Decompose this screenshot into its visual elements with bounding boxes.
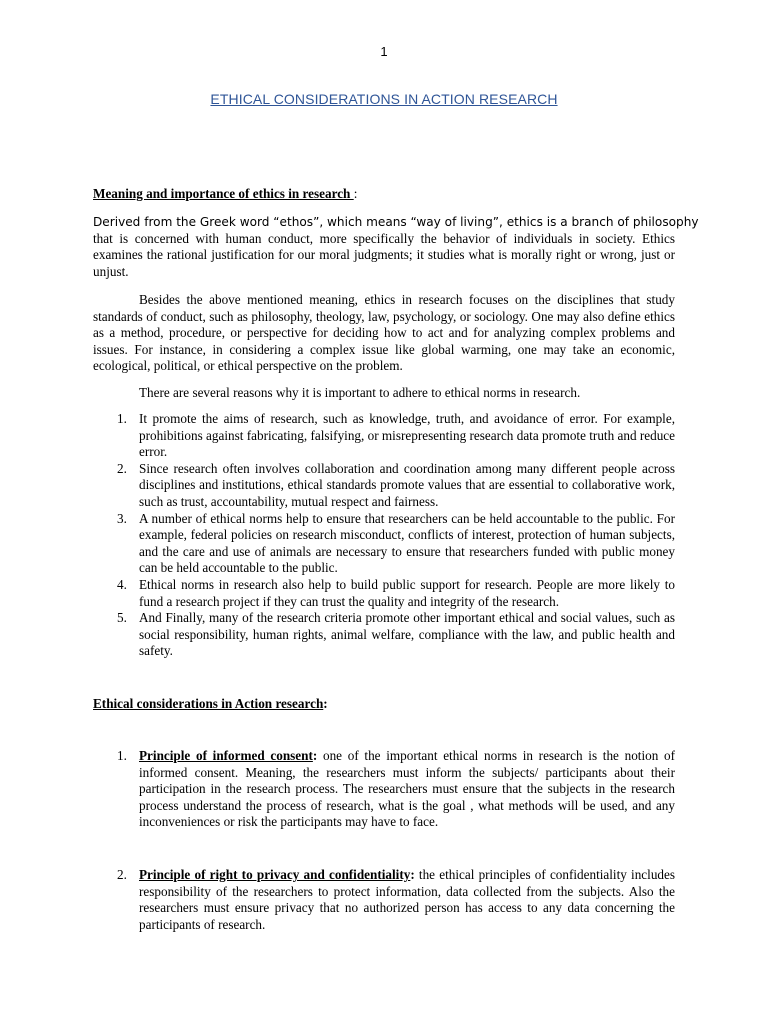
meaning-paragraph <box>93 292 675 375</box>
list-number: 2. <box>117 867 127 882</box>
list-item-text: A number of ethical norms help to ensure that researchers can be held accountable to the public. For example, federal policies on research misconduct, conflicts of interest, protection of human subjects, and the care and use of animals are necessary to ensure that researchers funded with public money can be held accountable to the public. <box>139 510 675 576</box>
principle-colon: : <box>410 867 415 882</box>
list-item <box>117 867 675 933</box>
list-number: 1. <box>117 748 127 763</box>
list-number: 5. <box>117 610 127 626</box>
section-heading-text: Meaning and importance of ethics in research <box>93 186 354 201</box>
intro-continuation: that is concerned with human conduct, more specifically the behavior of individuals in society. Ethics examines the rational justification for our moral judgments; it studies what is morally right or wrong, just or unjust. <box>93 230 675 279</box>
document-title: ETHICAL CONSIDERATIONS IN ACTION RESEARCH <box>210 91 558 107</box>
list-item-text: And Finally, many of the research criteria promote other important ethical and social values, such as social responsibility, human rights, animal welfare, compliance with the law, and public health and safety. <box>139 610 675 659</box>
list-item-text: It promote the aims of research, such as knowledge, truth, and avoidance of error. For example, prohibitions against fabricating, falsifying, or misrepresenting research data promote truth and reduce error. <box>139 411 675 460</box>
intro-paragraph <box>93 214 699 280</box>
principle-text: one of the important ethical norms in research is the notion of informed consent. Meaning, the researchers must inform the subjects/ participants about their participation in the research process. The researchers must ensure that the subjects in the research process understand the process of research, what is the goal , what methods will be used, and any inconveniences or risk the participants may have to face. <box>139 748 675 830</box>
meaning-paragraph-text: Besides the above mentioned meaning, ethics in research focuses on the disciplines that study standards of conduct, such as philosophy, theology, law, psychology, or sociology. One may also define ethics as a method, procedure, or perspective for deciding how to act and for analyzing complex problems and issues. For instance, in considering a complex issue like global warming, one may take an economic, ecological, political, or ethical perspective on the problem. <box>93 292 675 374</box>
section-heading-colon: : <box>323 696 328 711</box>
list-item <box>117 461 675 511</box>
section-heading-action-research <box>93 696 328 712</box>
principle-label: Principle of informed consent <box>139 748 313 763</box>
list-number: 2. <box>117 460 127 476</box>
principle-text: the ethical principles of confidentiality includes responsibility of the researchers to protect information, data collected from the subjects. Also the researchers must ensure privacy that no authorized person has access to any data concerning the participants of research. <box>139 867 675 932</box>
intro-first-line: Derived from the Greek word “ethos”, which means “way of living”, ethics is a branch of philosophy <box>93 215 699 229</box>
list-item <box>117 577 675 610</box>
list-item <box>117 411 675 461</box>
reasons-intro-paragraph <box>93 385 675 402</box>
section-heading-meaning <box>93 186 357 202</box>
page-number: 1 <box>380 44 388 59</box>
list-item-text: Since research often involves collaboration and coordination among many different people across disciplines and institutions, ethical standards promote values that are essential to collaborative work, such as trust, accountability, mutual respect and fairness. <box>139 460 675 509</box>
section-heading-colon: : <box>353 186 358 201</box>
section-heading-text: Ethical considerations in Action research <box>93 696 324 711</box>
principle-list-1 <box>117 748 675 831</box>
list-item <box>117 610 675 660</box>
principle-label: Principle of right to privacy and confidentiality <box>139 867 411 882</box>
reasons-intro-text: There are several reasons why it is important to adhere to ethical norms in research. <box>139 385 581 400</box>
list-number: 1. <box>117 411 127 426</box>
reasons-list <box>117 411 675 660</box>
list-number: 4. <box>117 576 127 592</box>
principle-list-2 <box>117 867 675 933</box>
list-number: 3. <box>117 510 127 526</box>
list-item <box>117 511 675 577</box>
list-item-text: Ethical norms in research also help to build public support for research. People are more likely to fund a research project if they can trust the quality and integrity of the research. <box>139 576 675 609</box>
list-item <box>117 748 675 831</box>
principle-colon: : <box>312 748 318 763</box>
